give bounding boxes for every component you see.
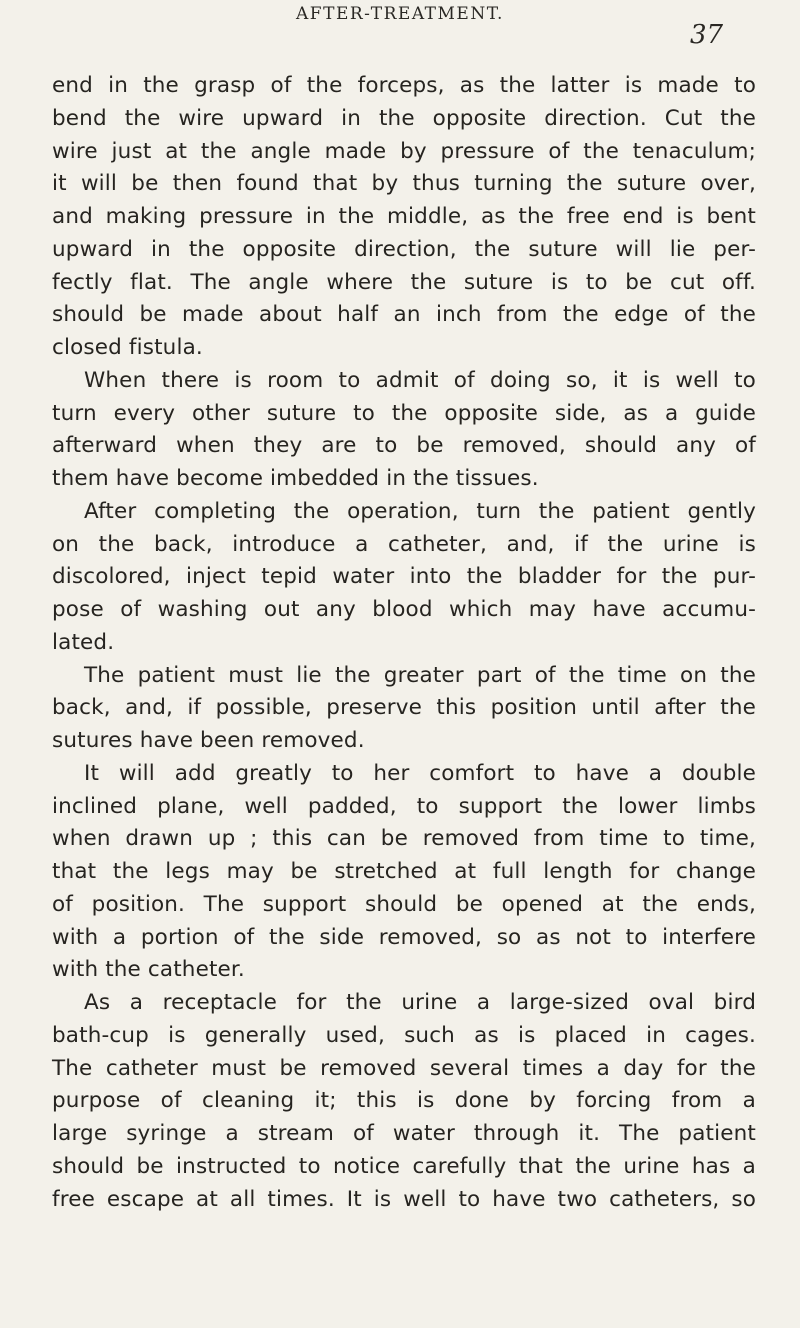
text-line: When there is room to admit of doing so, it is well to — [84, 367, 756, 393]
text-line: After completing the operation, turn the patient gently — [84, 498, 756, 524]
text-line: bath-cup is generally used, such as is placed in cages. — [52, 1022, 756, 1048]
text-line: upward in the opposite direction, the suture will lie per- — [52, 236, 756, 262]
text-line: of position. The support should be opened at the ends, — [52, 891, 756, 917]
text-line: purpose of cleaning it; this is done by forcing from a — [52, 1088, 756, 1114]
text-line: It will add greatly to her comfort to have a double — [84, 760, 756, 786]
text-line: that the legs may be stretched at full length for change — [52, 859, 756, 884]
text-line: fectly flat. The angle where the suture is to be cut off. — [52, 269, 756, 295]
text-line: sutures have been removed. — [52, 728, 365, 753]
text-line: end in the grasp of the forceps, as the latter is made to — [52, 73, 756, 98]
body-text — [52, 70, 756, 1216]
page-number: 37 — [690, 20, 724, 50]
text-line: turn every other suture to the opposite side, as a guide — [52, 400, 756, 426]
text-line: inclined plane, well padded, to support the lower limbs — [52, 793, 756, 819]
text-line: wire just at the angle made by pressure of the tenaculum; — [52, 138, 756, 164]
text-line: with a portion of the side removed, so as not to interfere — [52, 924, 756, 950]
text-line: it will be then found that by thus turning the suture over, — [52, 171, 756, 197]
text-line: should be instructed to notice carefully that the urine has a — [52, 1153, 756, 1179]
text-line: with the catheter. — [52, 957, 245, 983]
text-line: lated. — [52, 629, 115, 655]
text-line: As a receptacle for the urine a large-sized oval bird — [84, 990, 756, 1015]
text-line: closed fistula. — [52, 335, 203, 360]
text-line: The patient must lie the greater part of the time on the — [84, 662, 756, 688]
text-line: back, and, if possible, preserve this position until after the — [52, 695, 756, 721]
text-line: discolored, inject tepid water into the bladder for the pur- — [52, 564, 756, 590]
text-line: them have become imbedded in the tissues. — [52, 466, 539, 491]
text-line: free escape at all times. It is well to have two catheters, so — [52, 1186, 756, 1212]
text-line: on the back, introduce a catheter, and, if the urine is — [52, 531, 756, 557]
text-line: The catheter must be removed several times a day for the — [52, 1055, 756, 1081]
text-line: bend the wire upward in the opposite direction. Cut the — [52, 105, 756, 131]
text-line: and making pressure in the middle, as the free end is bent — [52, 204, 756, 229]
text-line: should be made about half an inch from the edge of the — [52, 302, 756, 328]
text-line: afterward when they are to be removed, should any of — [52, 433, 756, 459]
running-head: AFTER-TREATMENT. — [296, 4, 504, 24]
text-line: pose of washing out any blood which may have accumu- — [52, 597, 756, 622]
text-line: when drawn up ; this can be removed from time to time, — [52, 826, 756, 852]
text-line: large syringe a stream of water through it. The patient — [52, 1121, 756, 1146]
